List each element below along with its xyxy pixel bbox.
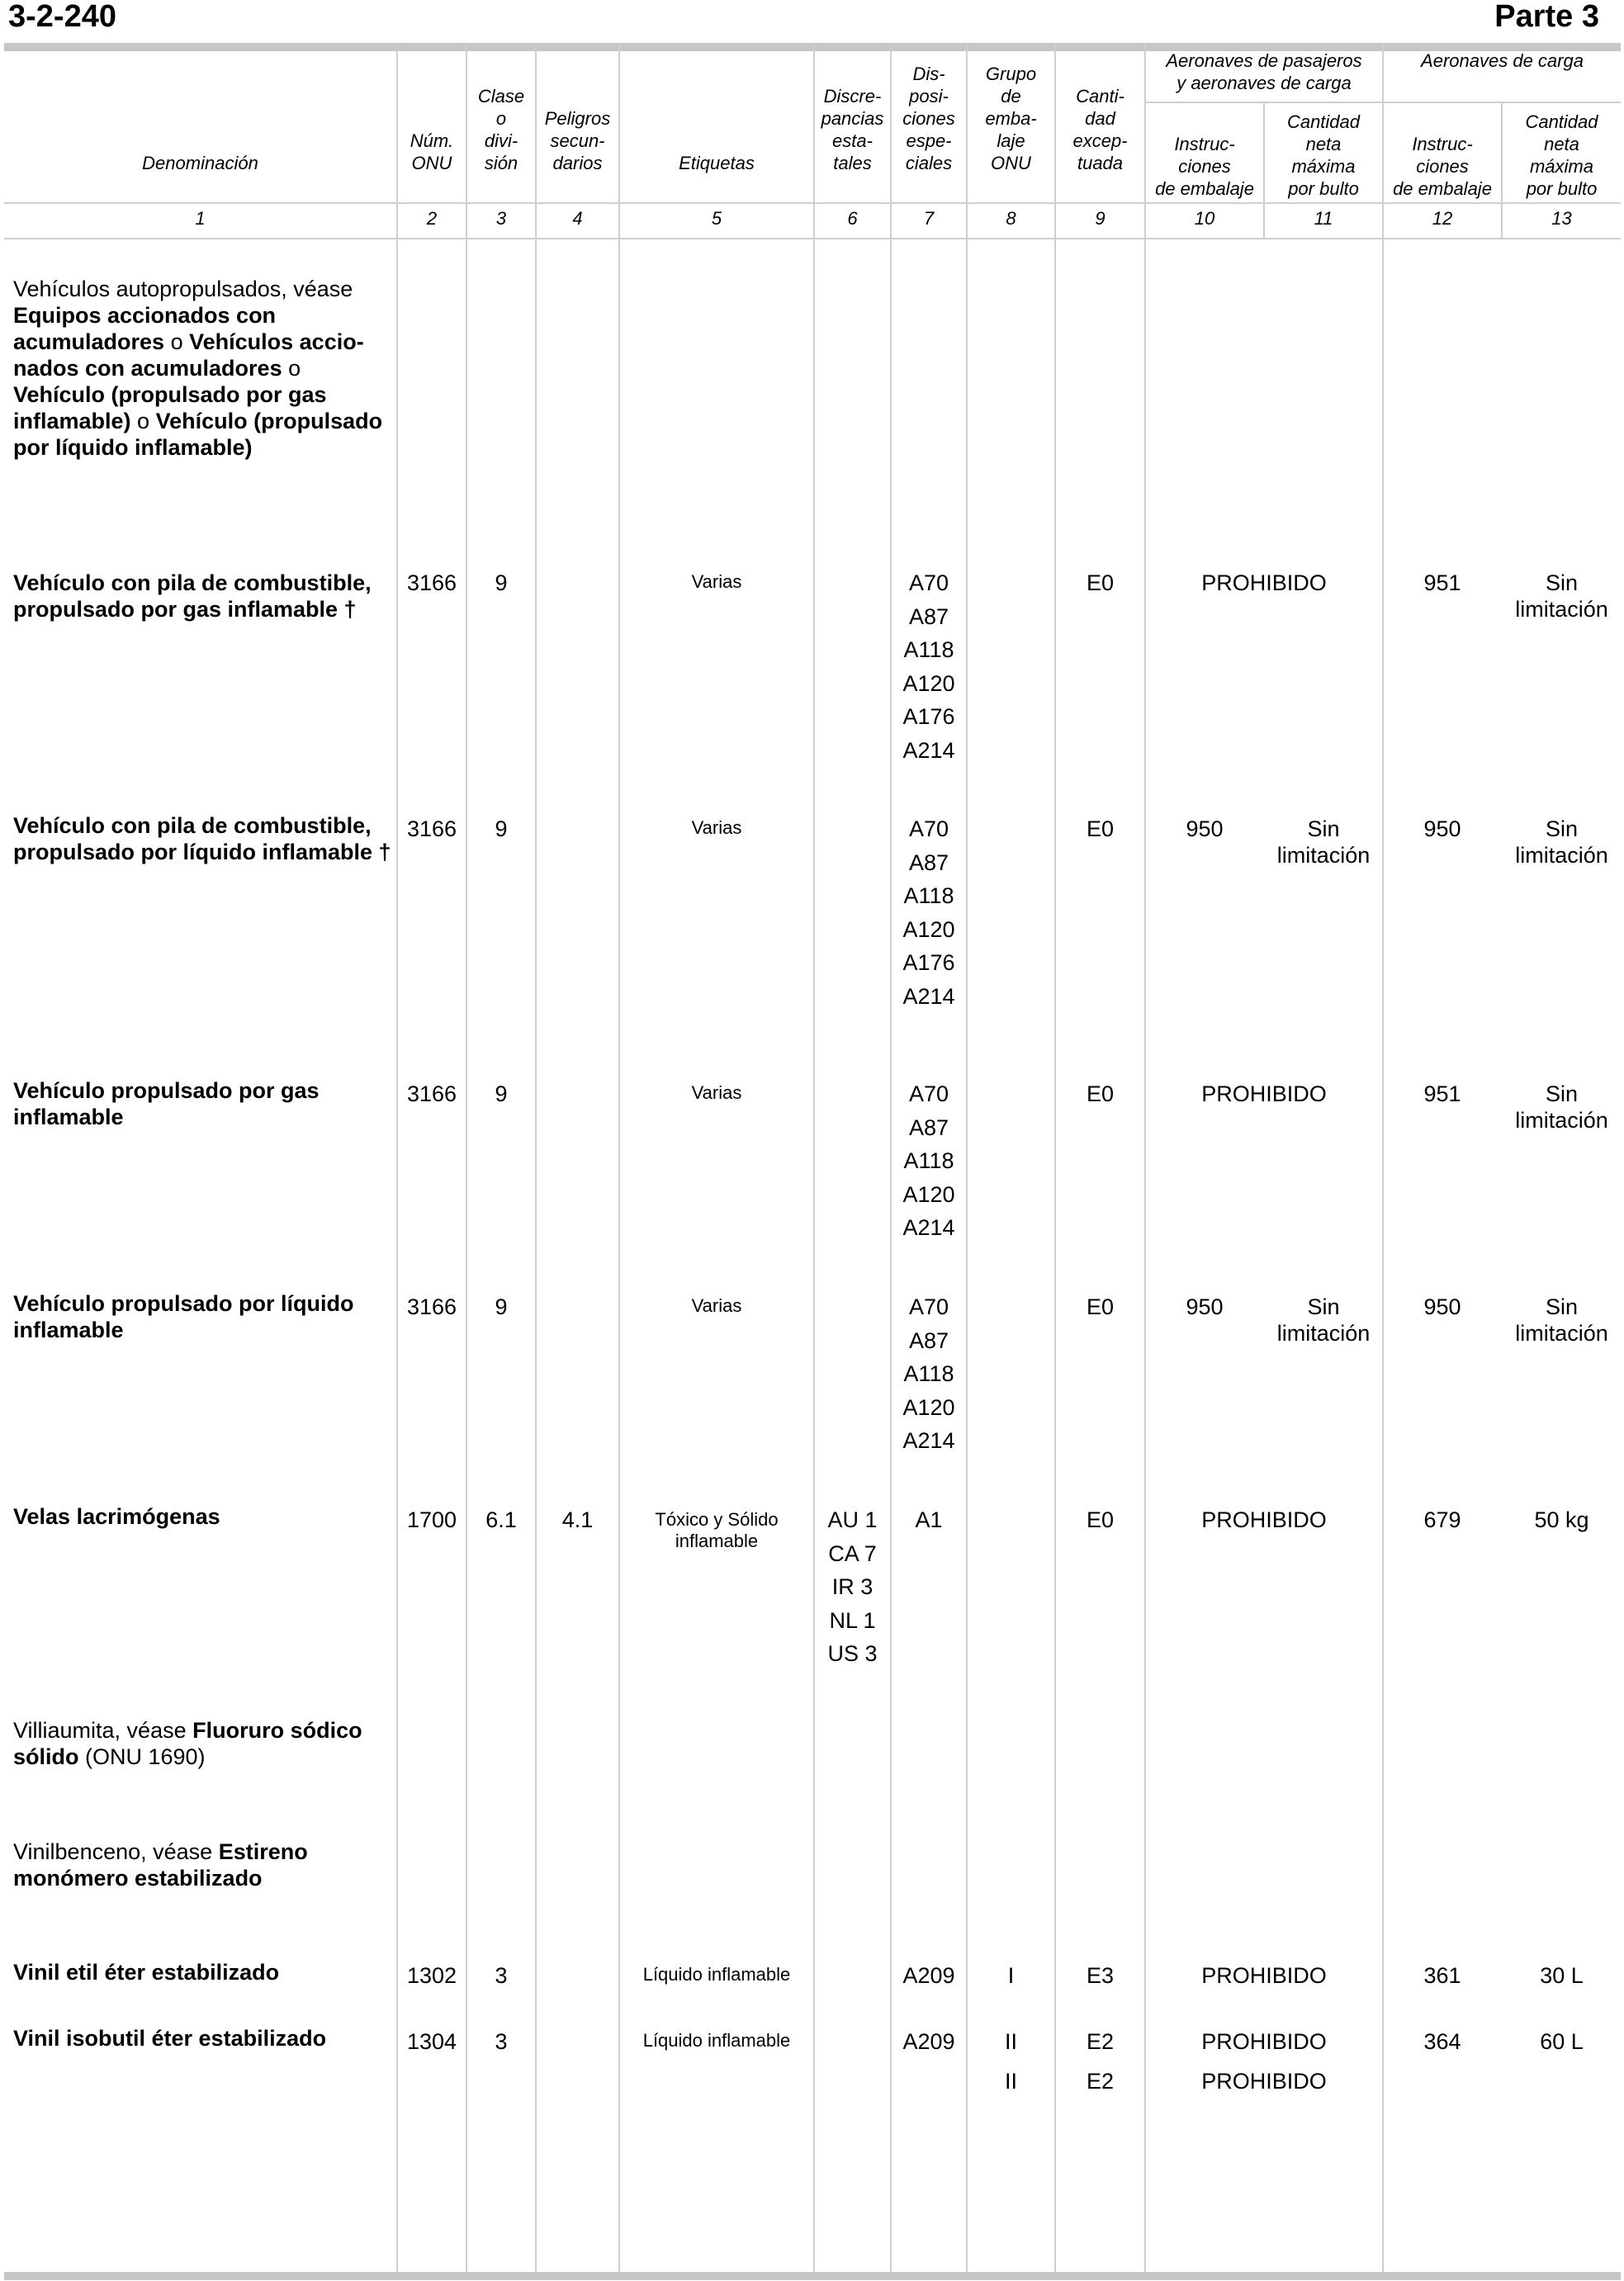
class-division: 9: [495, 570, 508, 595]
column-header-instrucciones-carga: Instruc- ciones de embalaje: [1393, 134, 1492, 199]
entry-name: Vehículo propulsado por líquido inflamable: [13, 1291, 354, 1342]
special-provisions: A70 A87 A118 A120 A214: [902, 1081, 955, 1240]
special-provisions: A70 A87 A118 A120 A176 A214: [902, 816, 955, 1009]
labels-cell: Varias: [691, 817, 742, 838]
class-division: 6.1: [485, 1507, 517, 1532]
class-division: 9: [495, 816, 508, 841]
column-header-disposiciones: Dis- posi- ciones espe- ciales: [902, 64, 955, 173]
excepted-quantity: E0: [1086, 570, 1115, 595]
excepted-quantity: E2: [1086, 2029, 1115, 2054]
passenger-forbidden: PROHIBIDO: [1201, 570, 1327, 595]
labels-cell: Varias: [691, 1082, 742, 1103]
column-header-num-onu: Núm. ONU: [410, 130, 454, 173]
class-division: 3: [495, 1963, 508, 1988]
subsidiary-hazard: 4.1: [561, 1507, 594, 1532]
labels-cell: Líquido inflamable: [642, 1964, 791, 1985]
packing-group: II: [1004, 2069, 1017, 2094]
column-divider: [1382, 45, 1384, 2274]
column-number: 5: [711, 208, 722, 229]
labels-cell: Varias: [691, 571, 742, 592]
column-divider: [1144, 45, 1146, 2274]
excepted-quantity: E0: [1086, 1081, 1115, 1106]
cargo-packing-instruction: 951: [1423, 570, 1461, 595]
column-number: 11: [1314, 208, 1333, 229]
group-header-pasajeros: Aeronaves de pasajeros y aeronaves de carga: [1166, 50, 1362, 93]
column-number: 7: [923, 208, 935, 229]
entry-name: Velas lacrimógenas: [13, 1504, 220, 1529]
group-header-carga: Aeronaves de carga: [1421, 50, 1584, 71]
cargo-max-quantity: Sin limitación: [1515, 1294, 1608, 1346]
cargo-max-quantity: 50 kg: [1534, 1507, 1589, 1532]
entry-vehiculos-autopropulsados: Vehículos autopropulsados, véase Equipos accionados con acumuladores o Vehículos accio-nados con acumuladores o Vehículo (propulsado por gas inflamable) o Vehículo (propulsado por líquido inflamable): [13, 277, 383, 460]
column-numbers-divider: [4, 238, 1621, 239]
special-provisions: A209: [902, 1963, 955, 1988]
passenger-packing-instruction: 950: [1186, 1294, 1224, 1319]
un-number: 3166: [406, 1294, 457, 1319]
passenger-forbidden: PROHIBIDO: [1201, 1507, 1327, 1532]
column-number: 9: [1095, 208, 1106, 229]
labels-cell: Líquido inflamable: [642, 2030, 791, 2051]
column-number: 6: [847, 208, 858, 229]
column-number: 12: [1432, 208, 1453, 229]
special-provisions: A70 A87 A118 A120 A176 A214: [902, 570, 955, 763]
cargo-packing-instruction: 364: [1423, 2029, 1461, 2054]
special-provisions: A209: [902, 2029, 955, 2054]
column-divider: [813, 45, 815, 2274]
state-variations: AU 1 CA 7 IR 3 NL 1 US 3: [827, 1507, 878, 1666]
passenger-max-quantity: Sin limitación: [1276, 1294, 1371, 1346]
column-number: 1: [195, 208, 206, 229]
cargo-max-quantity: 60 L: [1540, 2029, 1584, 2054]
column-number: 8: [1006, 208, 1016, 229]
cargo-max-quantity: Sin limitación: [1515, 570, 1608, 622]
cargo-packing-instruction: 950: [1423, 1294, 1461, 1319]
column-divider: [396, 45, 398, 2274]
entry-villiaumita: Villiaumita, véase Fluoruro sódico sólido (ONU 1690): [13, 1718, 362, 1769]
cargo-max-quantity: Sin limitación: [1515, 1081, 1608, 1133]
entry-name: Vinil etil éter estabilizado: [13, 1960, 280, 1985]
un-number: 3166: [406, 816, 457, 841]
excepted-quantity: E3: [1086, 1963, 1115, 1988]
page-reference: 3-2-240: [8, 0, 116, 34]
column-number: 4: [572, 208, 583, 229]
column-header-clase: Clase o divi- sión: [477, 86, 525, 173]
column-header-cantidad-carga: Cantidad neta máxima por bulto: [1525, 111, 1598, 199]
cargo-packing-instruction: 950: [1423, 816, 1461, 841]
un-number: 3166: [406, 570, 457, 595]
column-header-cantidad-exceptuada: Canti- dad excep- tuada: [1072, 86, 1128, 173]
excepted-quantity: E0: [1086, 816, 1115, 841]
class-division: 9: [495, 1294, 508, 1319]
passenger-forbidden: PROHIBIDO: [1201, 2069, 1327, 2094]
column-number: 13: [1551, 208, 1572, 229]
passenger-max-quantity: Sin limitación: [1276, 816, 1371, 868]
labels-cell: Tóxico y Sólido inflamable: [655, 1509, 779, 1551]
column-header-grupo-embalaje: Grupo de emba- laje ONU: [985, 64, 1037, 173]
column-divider: [1054, 45, 1056, 2274]
class-division: 3: [495, 2029, 508, 2054]
un-number: 1700: [406, 1507, 457, 1532]
packing-group: II: [1004, 2029, 1017, 2054]
part-title: Parte 3: [1494, 0, 1599, 34]
class-division: 9: [495, 1081, 508, 1106]
packing-group: I: [1007, 1963, 1015, 1988]
passenger-forbidden: PROHIBIDO: [1201, 1963, 1327, 1988]
cargo-packing-instruction: 951: [1423, 1081, 1461, 1106]
column-header-cantidad-pax: Cantidad neta máxima por bulto: [1286, 111, 1361, 199]
excepted-quantity: E0: [1086, 1507, 1115, 1532]
entry-name: Vehículo propulsado por gas inflamable: [13, 1078, 320, 1129]
column-number: 2: [426, 208, 438, 229]
column-divider: [535, 45, 537, 2274]
entry-name: Vehículo con pila de combustible, propulsado por gas inflamable †: [13, 570, 372, 622]
column-number: 10: [1194, 208, 1215, 229]
cargo-packing-instruction: 679: [1423, 1507, 1461, 1532]
excepted-quantity: E2: [1086, 2069, 1115, 2094]
cargo-max-quantity: 30 L: [1540, 1963, 1584, 1988]
passenger-packing-instruction: 950: [1186, 816, 1224, 841]
column-header-peligros-secundarios: Peligros secun- darios: [544, 108, 611, 173]
column-header-denominacion: Denominación: [142, 153, 258, 173]
labels-cell: Varias: [691, 1295, 742, 1316]
column-divider: [966, 45, 968, 2274]
special-provisions: A1: [915, 1507, 943, 1532]
column-header-instrucciones-pax: Instruc- ciones de embalaje: [1155, 134, 1254, 199]
un-number: 1304: [406, 2029, 457, 2054]
entry-name: Vehículo con pila de combustible, propulsado por líquido inflamable †: [13, 813, 391, 864]
cargo-packing-instruction: 361: [1423, 1963, 1461, 1988]
column-number: 3: [495, 208, 507, 229]
special-provisions: A70 A87 A118 A120 A214: [902, 1294, 955, 1453]
un-number: 1302: [406, 1963, 457, 1988]
column-header-discrepancias: Discre- pancias esta- tales: [821, 86, 884, 173]
excepted-quantity: E0: [1086, 1294, 1115, 1319]
entry-vinilbenceno: Vinilbenceno, véase Estireno monómero estabilizado: [13, 1839, 308, 1891]
entry-name: Vinil isobutil éter estabilizado: [13, 2026, 327, 2051]
column-header-etiquetas: Etiquetas: [679, 153, 755, 173]
group-header-divider: [1144, 102, 1621, 103]
column-divider: [618, 45, 620, 2274]
cargo-max-quantity: Sin limitación: [1515, 816, 1608, 868]
header-divider: [4, 202, 1621, 204]
column-divider: [466, 45, 467, 2274]
passenger-forbidden: PROHIBIDO: [1201, 2029, 1327, 2054]
passenger-forbidden: PROHIBIDO: [1201, 1081, 1327, 1106]
bottom-rule: [4, 2272, 1621, 2280]
un-number: 3166: [406, 1081, 457, 1106]
